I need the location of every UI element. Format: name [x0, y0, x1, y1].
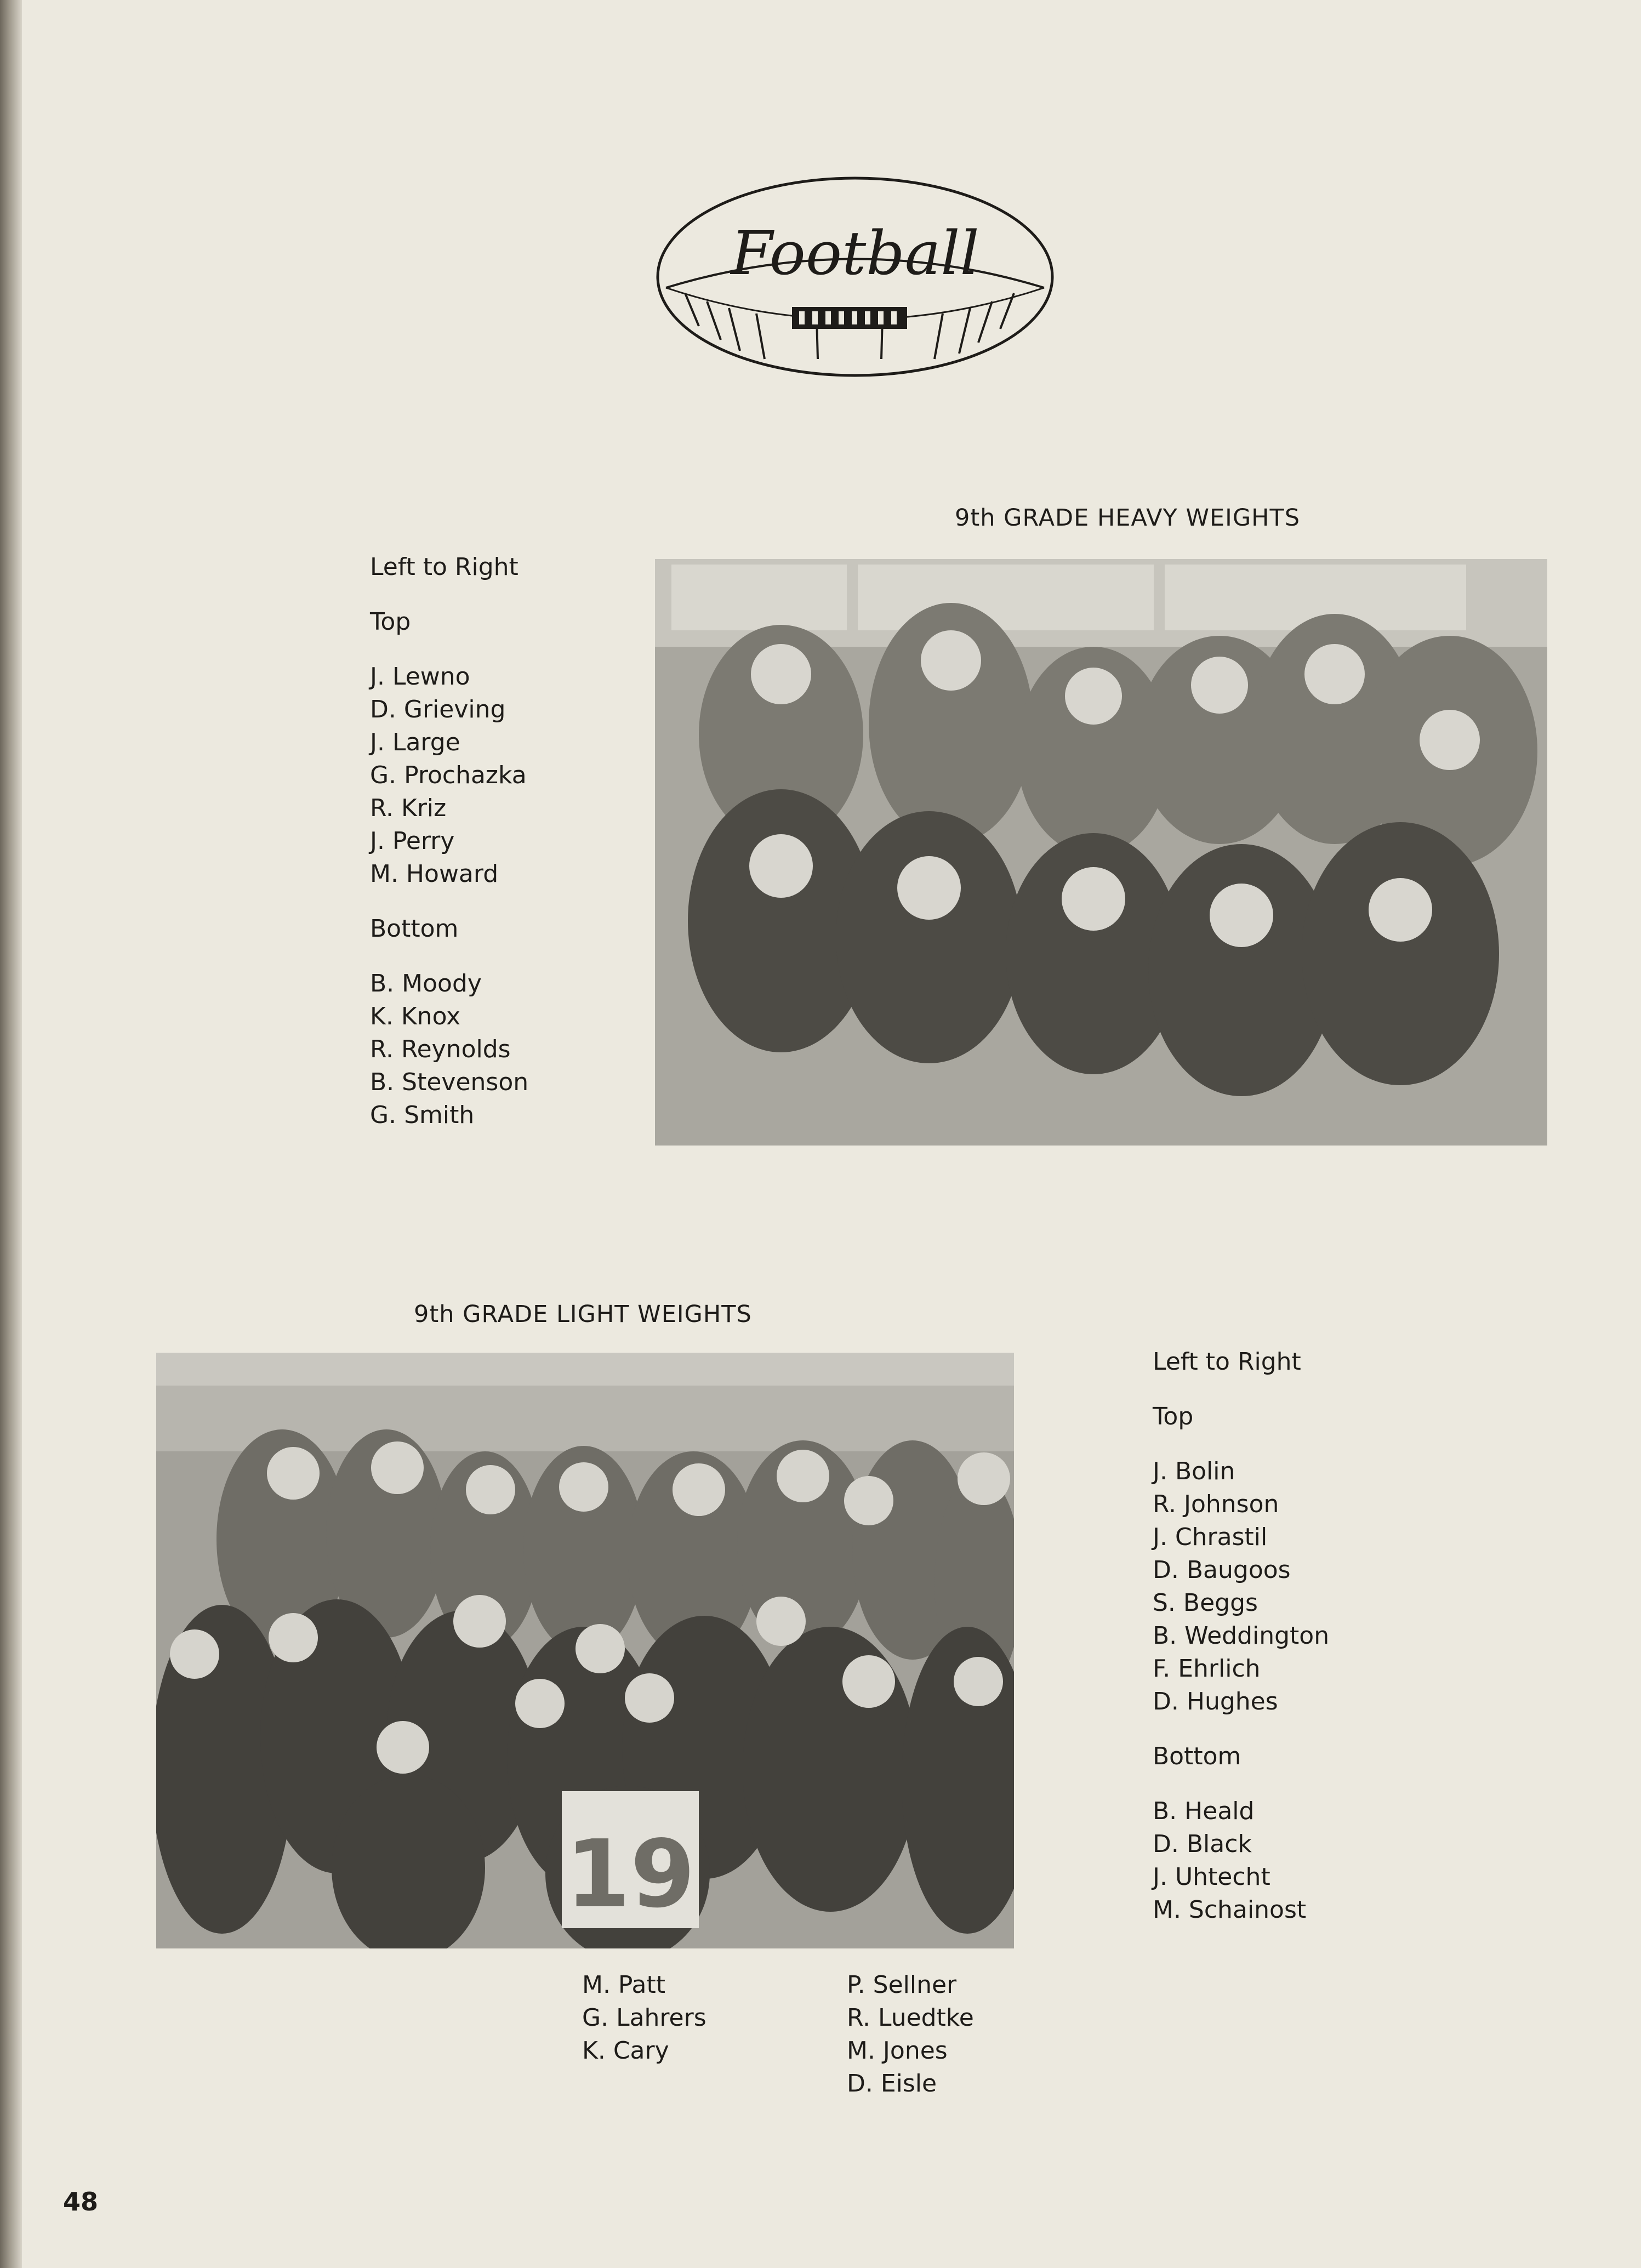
- page-number: 48: [63, 2187, 99, 2216]
- name-item: J. Chrastil: [1153, 1523, 1268, 1551]
- name-item: M. Patt: [582, 1971, 665, 1999]
- heavy-weights-heading: 9th GRADE HEAVY WEIGHTS: [955, 504, 1301, 532]
- book-binding-edge: [0, 0, 22, 2268]
- name-item: R. Johnson: [1153, 1490, 1279, 1518]
- bottom-row-label: Bottom: [370, 915, 459, 943]
- intro-label: Left to Right: [370, 553, 518, 581]
- name-item: D. Eisle: [847, 2070, 937, 2098]
- name-item: B. Weddington: [1153, 1622, 1330, 1650]
- name-item: D. Grieving: [370, 696, 506, 723]
- name-item: G. Lahrers: [582, 2004, 706, 2032]
- name-item: J. Large: [370, 728, 460, 756]
- name-item: D. Black: [1153, 1830, 1252, 1858]
- name-item: R. Luedtke: [847, 2004, 974, 2032]
- name-item: P. Sellner: [847, 1971, 957, 1999]
- name-item: J. Uhtecht: [1153, 1863, 1270, 1891]
- name-item: R. Kriz: [370, 794, 447, 822]
- name-item: J. Perry: [370, 827, 455, 855]
- name-item: S. Beggs: [1153, 1589, 1258, 1617]
- name-item: M. Schainost: [1153, 1896, 1307, 1924]
- name-item: K. Cary: [582, 2037, 669, 2065]
- heavy-weights-names: [370, 551, 528, 1132]
- light-weights-under-left: [582, 1969, 706, 2067]
- bottom-row-label: Bottom: [1153, 1742, 1241, 1770]
- light-weights-heading: 9th GRADE LIGHT WEIGHTS: [414, 1301, 752, 1328]
- name-item: J. Bolin: [1153, 1457, 1235, 1485]
- name-item: B. Stevenson: [370, 1068, 529, 1096]
- name-item: G. Prochazka: [370, 761, 527, 789]
- name-item: K. Knox: [370, 1002, 461, 1030]
- name-item: B. Heald: [1153, 1797, 1255, 1825]
- name-item: R. Reynolds: [370, 1035, 511, 1063]
- name-item: D. Hughes: [1153, 1688, 1278, 1716]
- light-weights-names: [1153, 1346, 1329, 1927]
- name-item: M. Jones: [847, 2037, 948, 2065]
- heavy-weights-team-photo: [655, 559, 1547, 1146]
- top-row-label: Top: [370, 608, 411, 636]
- svg-text:Football: Football: [731, 218, 979, 288]
- top-row-label: Top: [1153, 1403, 1194, 1431]
- name-item: B. Moody: [370, 970, 482, 998]
- intro-label: Left to Right: [1153, 1348, 1301, 1376]
- name-item: M. Howard: [370, 860, 499, 888]
- football-icon: [652, 170, 1058, 389]
- name-item: D. Baugoos: [1153, 1556, 1291, 1584]
- light-weights-under-right: [847, 1969, 974, 2100]
- name-item: G. Smith: [370, 1101, 475, 1129]
- light-weights-team-photo: [156, 1353, 1014, 1948]
- svg-text:19: 19: [565, 1820, 696, 1929]
- name-item: J. Lewno: [370, 663, 470, 691]
- football-logo: [652, 170, 1058, 389]
- name-item: F. Ehrlich: [1153, 1655, 1261, 1683]
